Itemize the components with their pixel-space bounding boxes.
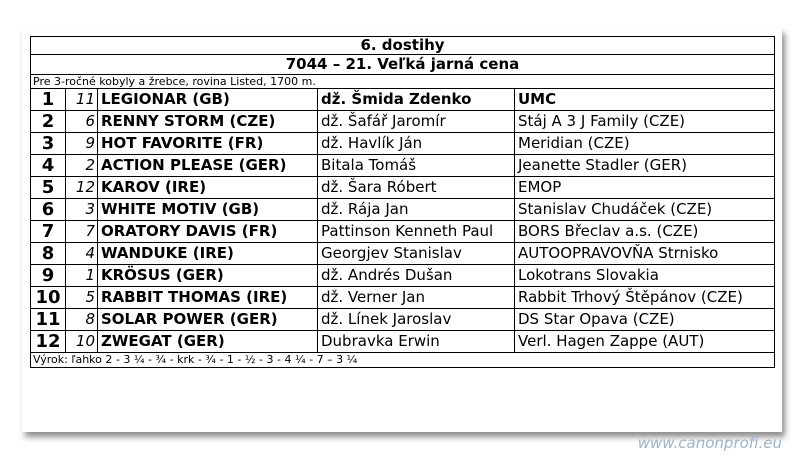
horse-name-cell: KAROV (IRE): [98, 177, 318, 199]
table-row: [31, 243, 775, 265]
table-row: [31, 155, 775, 177]
start-number-cell: 6: [66, 111, 98, 133]
start-number-cell: 9: [66, 133, 98, 155]
horse-name-cell: LEGIONAR (GB): [98, 89, 318, 111]
position-cell: 11: [31, 309, 66, 331]
start-number-cell: 3: [66, 199, 98, 221]
position-cell: 9: [31, 265, 66, 287]
owner-cell: BORS Břeclav a.s. (CZE): [515, 221, 775, 243]
owner-cell: Verl. Hagen Zappe (AUT): [515, 331, 775, 353]
position-cell: 8: [31, 243, 66, 265]
table-row: [31, 331, 775, 353]
jockey-cell: dž. Šara Róbert: [318, 177, 515, 199]
horse-name-cell: WANDUKE (IRE): [98, 243, 318, 265]
owner-cell: Jeanette Stadler (GER): [515, 155, 775, 177]
race-title: 6. dostihy: [31, 37, 775, 55]
table-row: [31, 287, 775, 309]
position-cell: 3: [31, 133, 66, 155]
owner-cell: Stanislav Chudáček (CZE): [515, 199, 775, 221]
jockey-cell: dž. Línek Jaroslav: [318, 309, 515, 331]
horse-name-cell: ZWEGAT (GER): [98, 331, 318, 353]
jockey-cell: dž. Rája Jan: [318, 199, 515, 221]
position-cell: 10: [31, 287, 66, 309]
start-number-cell: 2: [66, 155, 98, 177]
horse-name-cell: ORATORY DAVIS (FR): [98, 221, 318, 243]
table-row: [31, 221, 775, 243]
owner-cell: Rabbit Trhový Štěpánov (CZE): [515, 287, 775, 309]
start-number-cell: 10: [66, 331, 98, 353]
jockey-cell: Dubravka Erwin: [318, 331, 515, 353]
jockey-cell: dž. Havlík Ján: [318, 133, 515, 155]
horse-name-cell: SOLAR POWER (GER): [98, 309, 318, 331]
horse-name-cell: ACTION PLEASE (GER): [98, 155, 318, 177]
table-row: [31, 177, 775, 199]
table-row: [31, 89, 775, 111]
table-row: [31, 111, 775, 133]
owner-cell: Lokotrans Slovakia: [515, 265, 775, 287]
start-number-cell: 4: [66, 243, 98, 265]
jockey-cell: Georgjev Stanislav: [318, 243, 515, 265]
watermark: www.canonprofi.eu: [637, 434, 782, 452]
owner-cell: UMC: [515, 89, 775, 111]
horse-name-cell: WHITE MOTIV (GB): [98, 199, 318, 221]
table-row: [31, 133, 775, 155]
horse-name-cell: RENNY STORM (CZE): [98, 111, 318, 133]
winning-margins: Výrok: ľahko 2 - 3 ¼ - ¾ - krk - ¾ - 1 - ½ - 3 - 4 ¼ - 7 – 3 ¼: [31, 353, 775, 368]
start-number-cell: 8: [66, 309, 98, 331]
position-cell: 12: [31, 331, 66, 353]
start-number-cell: 12: [66, 177, 98, 199]
position-cell: 5: [31, 177, 66, 199]
position-cell: 2: [31, 111, 66, 133]
results-table: [30, 36, 775, 368]
owner-cell: AUTOOPRAVOVŇA Strnisko: [515, 243, 775, 265]
table-row: [31, 265, 775, 287]
horse-name-cell: RABBIT THOMAS (IRE): [98, 287, 318, 309]
jockey-cell: dž. Verner Jan: [318, 287, 515, 309]
start-number-cell: 11: [66, 89, 98, 111]
table-row: [31, 199, 775, 221]
owner-cell: Stáj A 3 J Family (CZE): [515, 111, 775, 133]
jockey-cell: Pattinson Kenneth Paul: [318, 221, 515, 243]
position-cell: 1: [31, 89, 66, 111]
owner-cell: Meridian (CZE): [515, 133, 775, 155]
start-number-cell: 1: [66, 265, 98, 287]
results-sheet: [22, 28, 782, 432]
position-cell: 6: [31, 199, 66, 221]
table-row: [31, 353, 775, 368]
position-cell: 7: [31, 221, 66, 243]
owner-cell: EMOP: [515, 177, 775, 199]
owner-cell: DS Star Opava (CZE): [515, 309, 775, 331]
race-conditions: Pre 3-ročné kobyly a žrebce, rovina Listed, 1700 m.: [31, 75, 775, 89]
jockey-cell: dž. Šmida Zdenko: [318, 89, 515, 111]
position-cell: 4: [31, 155, 66, 177]
race-subtitle: 7044 – 21. Veľká jarná cena: [31, 55, 775, 75]
start-number-cell: 5: [66, 287, 98, 309]
start-number-cell: 7: [66, 221, 98, 243]
jockey-cell: Bitala Tomáš: [318, 155, 515, 177]
table-row: [31, 309, 775, 331]
horse-name-cell: KRÖSUS (GER): [98, 265, 318, 287]
jockey-cell: dž. Andrés Dušan: [318, 265, 515, 287]
jockey-cell: dž. Šafář Jaromír: [318, 111, 515, 133]
horse-name-cell: HOT FAVORITE (FR): [98, 133, 318, 155]
